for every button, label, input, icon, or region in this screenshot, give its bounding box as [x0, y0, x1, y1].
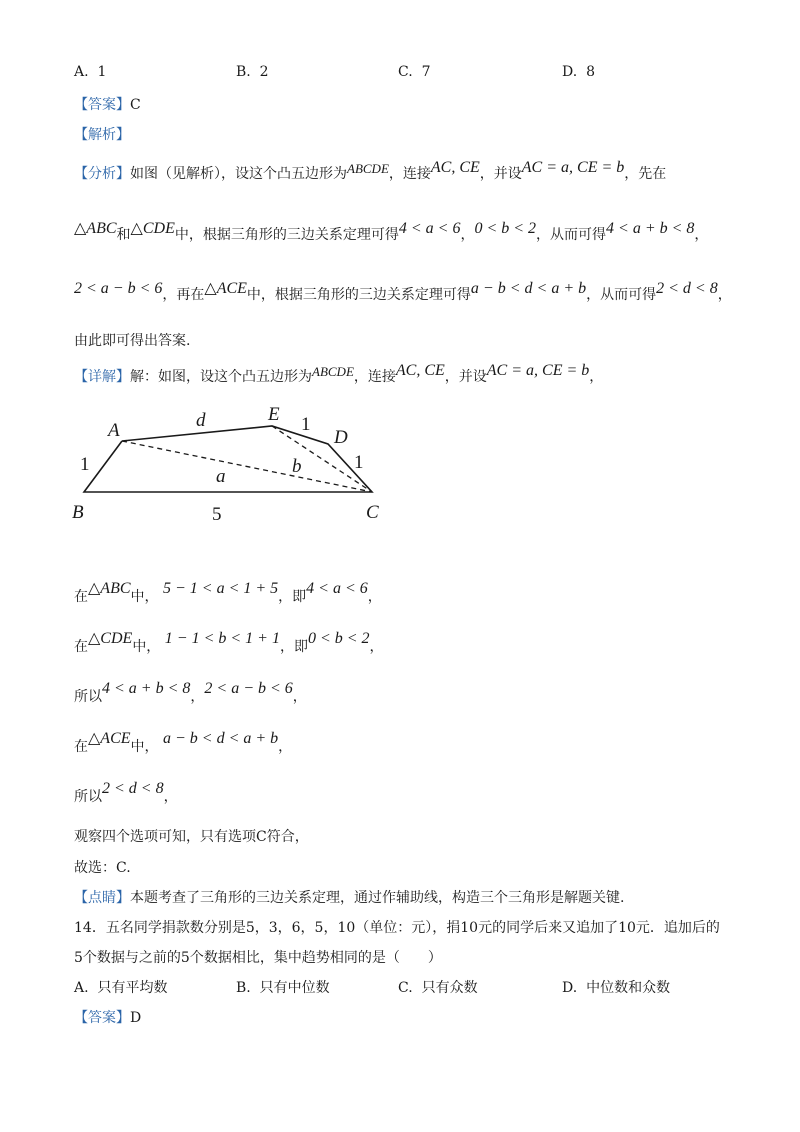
q14-line-2: 5个数据与之前的5个数据相比，集中趋势相同的是（ ） [74, 950, 442, 966]
option-b: B. 2 [236, 64, 269, 80]
step-5: 所以2 < d < 8， [74, 780, 178, 805]
vertex-d-label: D [334, 427, 348, 448]
diagonal-ac-label: a [216, 466, 226, 487]
q14-option-a: A. 只有平均数 [74, 980, 168, 996]
side-ae-label: d [196, 410, 206, 431]
fenxi-line-4: 由此即可得出答案. [74, 333, 191, 349]
vertex-a-label: A [108, 420, 120, 441]
q14-option-b: B. 只有中位数 [236, 980, 330, 996]
answer-tag: 【答案】 [74, 97, 130, 113]
side-ab-label: 1 [80, 454, 90, 475]
vertex-c-label: C [366, 502, 379, 523]
side-de-label: 1 [301, 414, 311, 435]
answer-line: 【答案】C [74, 97, 141, 113]
vertex-b-label: B [72, 502, 84, 523]
side-cd-label: 1 [354, 452, 364, 473]
option-a: A. 1 [74, 64, 107, 80]
analysis-tag: 【解析】 [74, 127, 130, 143]
conclude-line: 故选：C. [74, 860, 131, 876]
step-1: 在△ABC中， 5 − 1 < a < 1 + 5，即4 < a < 6， [74, 580, 382, 605]
step-3: 所以4 < a + b < 8，2 < a − b < 6， [74, 680, 307, 705]
fenxi-line-1: 【分析】如图（见解析），设这个凸五边形为ABCDE，连接AC, CE，并设AC = a, CE = b，先在 [74, 159, 667, 182]
step-4: 在△ACE中， a − b < d < a + b， [74, 730, 293, 755]
vertex-e-label: E [268, 404, 280, 425]
q14-line-1: 14．五名同学捐款数分别是5，3，6，5，10（单位：元），捐10元的同学后来又追加了10元．追加后的 [74, 920, 720, 936]
dianjing-line: 【点睛】本题考查了三角形的三边关系定理，通过作辅助线，构造三个三角形是解题关键. [74, 890, 625, 906]
diagonal-ce-label: b [292, 456, 302, 477]
option-d: D. 8 [562, 64, 596, 80]
observe-line: 观察四个选项可知，只有选项C符合， [74, 829, 309, 845]
pentagon-figure [60, 398, 400, 528]
step-2: 在△CDE中， 1 − 1 < b < 1 + 1，即0 < b < 2， [74, 630, 384, 655]
q14-answer-line: 【答案】D [74, 1010, 142, 1026]
side-bc-label: 5 [212, 504, 222, 525]
pentagon-outline [84, 426, 372, 492]
fenxi-line-3: 2 < a − b < 6，再在△ACE中，根据三角形的三边关系定理可得a − b < d < a + b，从而可得2 < d < 8， [74, 280, 732, 303]
q14-option-c: C. 只有众数 [398, 980, 478, 996]
q14-option-d: D. 中位数和众数 [562, 980, 671, 996]
fenxi-line-2: △ABC和△CDE中，根据三角形的三边关系定理可得4 < a < 6，0 < b < 2，从而可得4 < a + b < 8， [74, 220, 709, 243]
xiangjie-line: 【详解】解：如图，设这个凸五边形为ABCDE，连接AC, CE，并设AC = a, CE = b， [74, 362, 604, 385]
option-c: C. 7 [398, 64, 431, 80]
